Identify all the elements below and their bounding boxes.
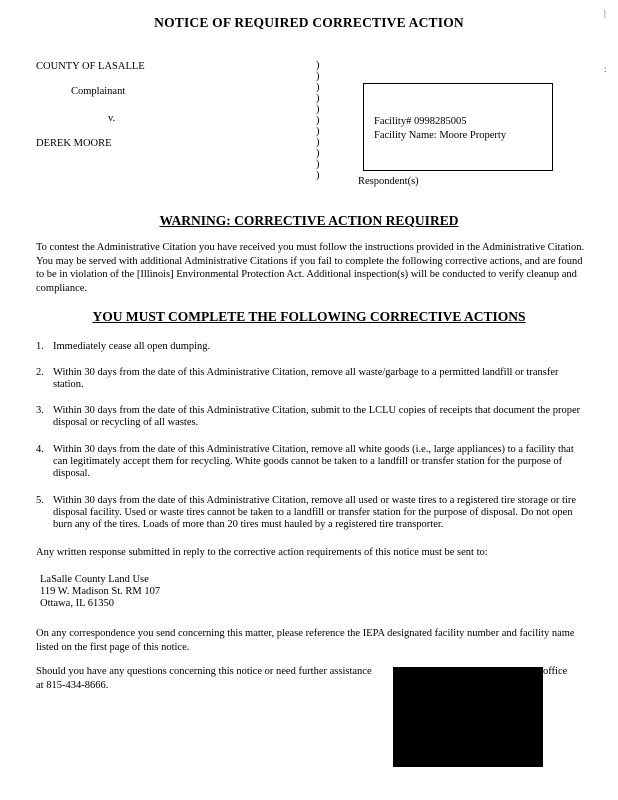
caption-parentheses: ) ) ) ) ) ) ) ) ) ) ) (316, 60, 320, 181)
address-block (40, 574, 160, 610)
address-line-3: Ottawa, IL 61350 (40, 598, 114, 609)
questions-line-1: Should you have any questions concerning this notice or need further assistance (36, 666, 372, 677)
action-text: Within 30 days from the date of this Administrative Citation, remove all used or waste tires to a registered tire storage or tire disposal facility. Used or waste tires cannot be taken to a landfill or transfer station for the purpose of disposal. Do not open burn any of the tires. Loads of more than 20 tires must hauled by a registered tire transporter. (53, 495, 576, 530)
correspondence-paragraph: On any correspondence you send concerning this matter, please reference the IEPA designated facility number and facility name listed on the first page of this notice. (36, 628, 575, 653)
facility-name: Facility Name: Moore Property (374, 130, 507, 141)
action-number: 4. (36, 444, 44, 455)
action-number: 2. (36, 367, 44, 378)
response-paragraph: Any written response submitted in reply to the corrective action requirements of this notice must be sent to: (36, 547, 488, 558)
action-number: 1. (36, 341, 44, 352)
warning-paragraph: To contest the Administrative Citation you have received you must follow the instructions provided in the Administrative Citation. You may be served with additional Administrative Citations if you fail to complete the following corrective actions, and are found to be in violation of the [Illinois] Environmental Protection Act. Additional inspection(s) will be conducted to verify cleanup and compliance. (36, 242, 585, 294)
scan-edge-mark: : (604, 64, 607, 74)
questions-line-1-end: office (543, 666, 568, 677)
scan-edge-mark: | (604, 8, 606, 18)
versus-label: v. (108, 113, 116, 124)
action-text: Within 30 days from the date of this Administrative Citation, remove all white goods (i.e., large appliances) to a facility that can legitimately accept them for recycling. White goods cannot be taken to a landfill or transfer station for the purpose of disposal. (53, 444, 574, 479)
document-title: NOTICE OF REQUIRED CORRECTIVE ACTION (154, 15, 464, 30)
respondent-name: DEREK MOORE (36, 138, 112, 149)
action-number: 5. (36, 495, 44, 506)
action-number: 3. (36, 405, 44, 416)
address-line-2: 119 W. Madison St. RM 107 (40, 586, 161, 597)
questions-line-2: at 815-434-8666. (36, 680, 109, 691)
redaction-block (393, 667, 543, 767)
action-text: Within 30 days from the date of this Administrative Citation, submit to the LCLU copies of receipts that document the proper disposal or recycling of all wastes. (53, 405, 581, 428)
actions-heading: YOU MUST COMPLETE THE FOLLOWING CORRECTIVE ACTIONS (92, 309, 526, 324)
complainant-label: Complainant (71, 86, 126, 97)
action-text: Within 30 days from the date of this Administrative Citation, remove all waste/garbage to a permitted landfill or transfer station. (53, 367, 559, 390)
county-name: COUNTY OF LASALLE (36, 61, 145, 72)
facility-number: Facility# 0998285005 (374, 116, 467, 127)
action-text: Immediately cease all open dumping. (53, 341, 211, 352)
respondents-label: Respondent(s) (358, 176, 419, 187)
warning-heading: WARNING: CORRECTIVE ACTION REQUIRED (159, 213, 459, 228)
facility-box (363, 83, 553, 171)
address-line-1: LaSalle County Land Use (40, 574, 149, 585)
